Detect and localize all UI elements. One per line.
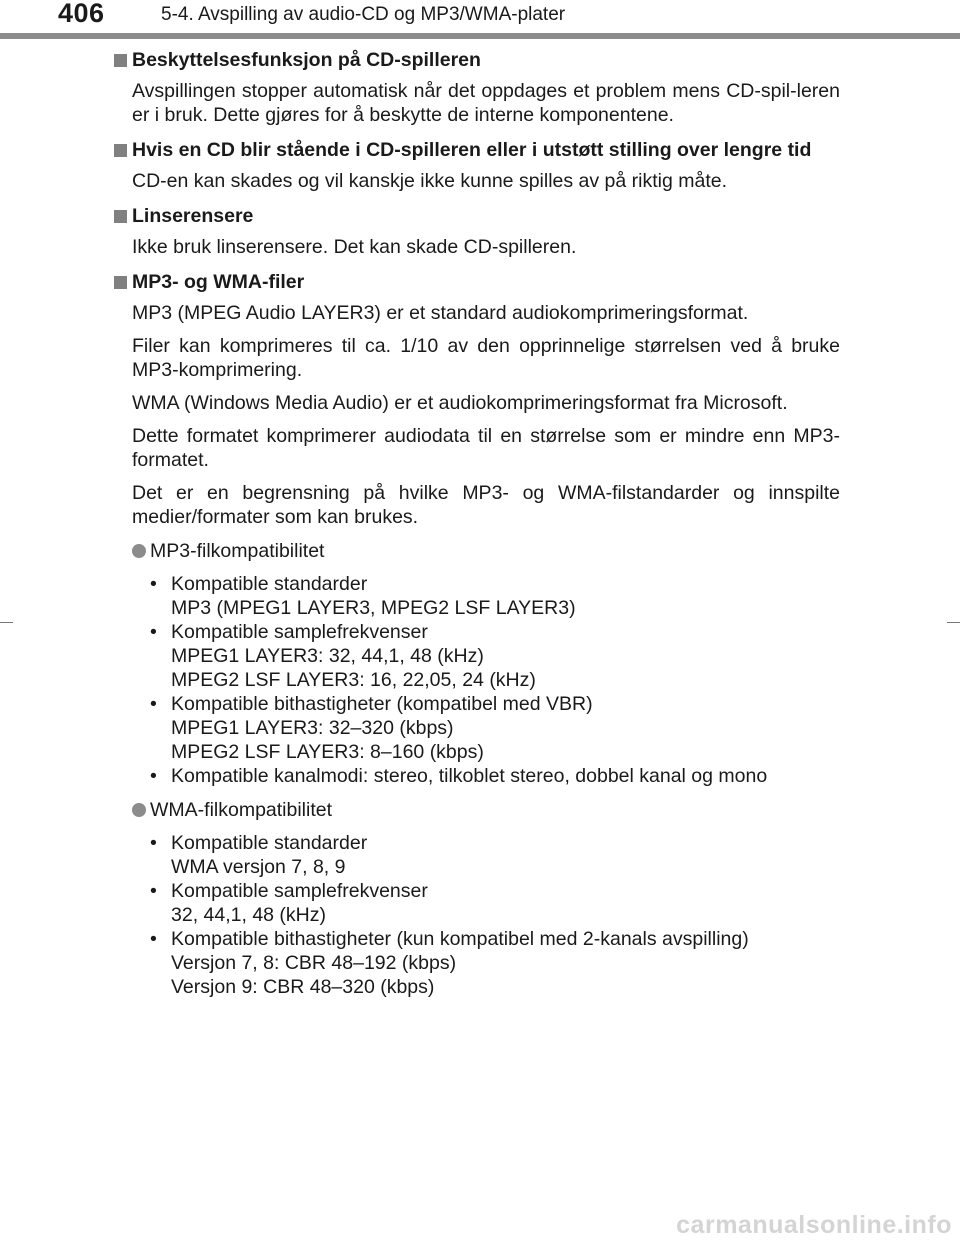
heading-text: MP3- og WMA-filer [132, 271, 305, 293]
bullet-marker: • [150, 880, 157, 902]
circle-bullet-icon [132, 803, 146, 817]
list-item [150, 927, 840, 999]
page-header [0, 0, 960, 40]
paragraph: Det er en begrensning på hvilke MP3- og WMA-filstandarder og innspilte medier/formater som kan brukes. [132, 482, 840, 528]
paragraph: Dette formatet komprimerer audiodata til en størrelse som er mindre enn MP3-formatet. [132, 425, 840, 471]
subsection-wma-compatibility [132, 798, 840, 999]
paragraph: Ikke bruk linserensere. Det kan skade CD-spilleren. [132, 236, 577, 258]
item-detail: Versjon 7, 8: CBR 48–192 (kbps) [171, 952, 457, 974]
item-label: Kompatible bithastigheter (kompatibel med VBR) [171, 693, 593, 715]
bullet-list [150, 831, 840, 999]
subsection-mp3-compatibility [132, 539, 840, 788]
item-detail: Versjon 9: CBR 48–320 (kbps) [171, 976, 435, 998]
bullet-marker: • [150, 621, 157, 643]
item-detail: WMA versjon 7, 8, 9 [171, 856, 346, 878]
item-label: Kompatible samplefrekvenser [171, 880, 428, 902]
item-detail: MP3 (MPEG1 LAYER3, MPEG2 LSF LAYER3) [171, 597, 576, 619]
subsection-title-text: MP3-filkompatibilitet [150, 540, 325, 562]
bullet-list [150, 572, 840, 788]
item-detail: MPEG1 LAYER3: 32–320 (kbps) [171, 717, 454, 739]
item-detail: MPEG2 LSF LAYER3: 16, 22,05, 24 (kHz) [171, 669, 536, 691]
list-item [150, 764, 840, 788]
section-heading [112, 270, 840, 294]
section-cd-left-in-player [112, 138, 840, 193]
bullet-marker: • [150, 693, 157, 715]
item-label: Kompatible bithastigheter (kun kompatibel med 2-kanals avspilling) [171, 928, 749, 950]
page-content [112, 48, 840, 1010]
heading-text: Hvis en CD blir stående i CD-spilleren eller i utstøtt stilling over lengre tid [132, 139, 812, 161]
heading-text: Beskyttelsesfunksjon på CD-spilleren [132, 49, 481, 71]
list-item [150, 572, 840, 620]
list-item [150, 620, 840, 692]
bullet-marker: • [150, 765, 157, 787]
section-heading [112, 138, 840, 162]
paragraph: MP3 (MPEG Audio LAYER3) er et standard audiokomprimeringsformat. [132, 302, 749, 324]
bullet-marker: • [150, 832, 157, 854]
crop-mark-right [947, 622, 960, 623]
circle-bullet-icon [132, 544, 146, 558]
header-rule [0, 33, 960, 39]
square-bullet-icon [114, 54, 127, 67]
list-item [150, 831, 840, 879]
section-mp3-wma-files [112, 270, 840, 999]
item-label: Kompatible standarder [171, 832, 368, 854]
paragraph: CD-en kan skades og vil kanskje ikke kunne spilles av på riktig måte. [132, 170, 728, 192]
paragraph: WMA (Windows Media Audio) er et audiokomprimeringsformat fra Microsoft. [132, 392, 788, 414]
section-heading [112, 48, 840, 72]
section-title: 5-4. Avspilling av audio-CD og MP3/WMA-plater [161, 4, 566, 25]
section-lens-cleaners [112, 204, 840, 259]
list-item [150, 692, 840, 764]
list-item [150, 879, 840, 927]
square-bullet-icon [114, 144, 127, 157]
page-number: 406 [58, 0, 105, 28]
paragraph: Avspillingen stopper automatisk når det oppdages et problem mens CD-spil-leren er i bruk. Dette gjøres for å beskytte de interne komponentene. [132, 80, 840, 126]
crop-mark-left [0, 622, 13, 623]
item-detail: MPEG2 LSF LAYER3: 8–160 (kbps) [171, 741, 484, 763]
square-bullet-icon [114, 210, 127, 223]
section-heading [112, 204, 840, 228]
section-cd-protection [112, 48, 840, 127]
heading-text: Linserensere [132, 205, 254, 227]
square-bullet-icon [114, 276, 127, 289]
item-detail: MPEG1 LAYER3: 32, 44,1, 48 (kHz) [171, 645, 484, 667]
subsection-title [132, 798, 840, 822]
item-label: Kompatible samplefrekvenser [171, 621, 428, 643]
bullet-marker: • [150, 573, 157, 595]
watermark: carmanualsonline.info [676, 1211, 952, 1239]
item-label: Kompatible standarder [171, 573, 368, 595]
paragraph: Filer kan komprimeres til ca. 1/10 av den opprinnelige størrelsen ved å bruke MP3-komprimering. [132, 335, 840, 381]
item-detail: 32, 44,1, 48 (kHz) [171, 904, 326, 926]
item-label: Kompatible kanalmodi: stereo, tilkoblet stereo, dobbel kanal og mono [171, 765, 768, 787]
subsection-title-text: WMA-filkompatibilitet [150, 799, 333, 821]
bullet-marker: • [150, 928, 157, 950]
subsection-title [132, 539, 840, 563]
